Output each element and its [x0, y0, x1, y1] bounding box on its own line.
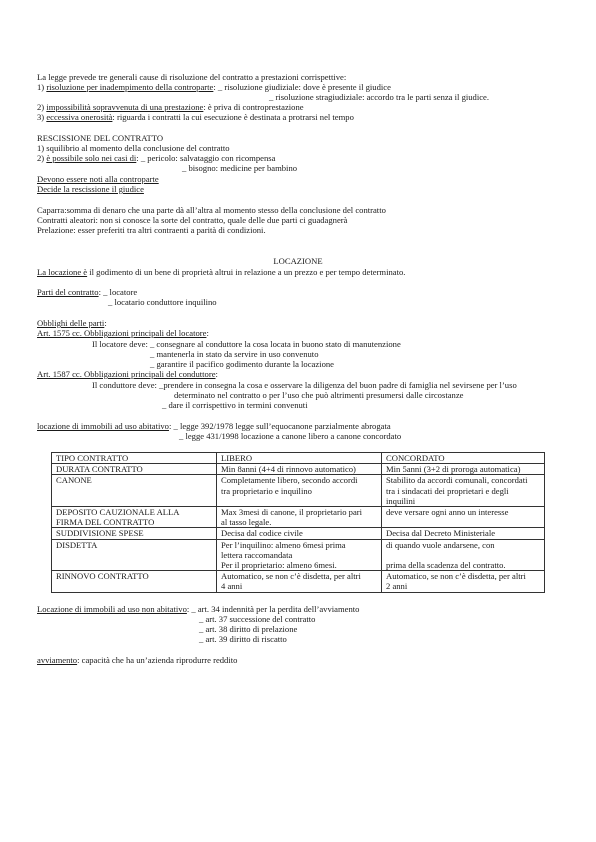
table-cell: Min 8anni (4+4 di rinnovo automatico)	[217, 464, 382, 475]
parti-continuation: _ locatario conduttore inquilino	[108, 297, 217, 307]
table-cell: SUDDIVISIONE SPESE	[52, 528, 217, 539]
colon: :	[206, 328, 209, 338]
avviamento-definition	[37, 655, 237, 665]
locatore-obbligo-3: _ garantire il pacifico godimento durante la locazione	[150, 359, 334, 369]
art-1587-label: Art. 1587 cc. Obbligazioni principali del conduttore	[37, 369, 216, 379]
non-abitativo-art-39: _ art. 39 diritto di riscatto	[199, 634, 287, 644]
table-cell: Max 3mesi di canone, il proprietario pari al tasso legale.	[217, 507, 382, 528]
locazione-title: LOCAZIONE	[273, 256, 323, 266]
art-1575-label: Art. 1575 cc. Obbligazioni principali del locatore	[37, 328, 207, 338]
rescissione-item-2-continuation: _ bisogno: medicine per bambino	[182, 163, 298, 173]
table-row	[52, 507, 545, 528]
uso-abitativo-label: locazione di immobili ad uso abitativo	[37, 421, 169, 431]
item-title: è possibile solo nei casi di	[46, 153, 137, 163]
locatore-obbligo-1: Il locatore deve: _ consegnare al conduttore la cosa locata in buono stato di manutenzione	[92, 339, 401, 349]
intro-line: La legge prevede tre generali cause di risoluzione del contratto a prestazioni corrispettive:	[37, 72, 347, 82]
intro-item-1	[37, 82, 391, 92]
definition-prelazione: Prelazione: esser preferiti tra altri contraenti a parità di condizioni.	[37, 225, 266, 235]
table-cell: CANONE	[52, 475, 217, 507]
art-1587-heading	[37, 369, 218, 379]
avviamento-term: avviamento	[37, 655, 78, 665]
table-row	[52, 475, 545, 507]
uso-abitativo-heading	[37, 421, 391, 431]
table-cell: DURATA CONTRATTO	[52, 464, 217, 475]
avviamento-text: : capacità che ha un’azienda riprodurre reddito	[77, 655, 238, 665]
item-text: : è priva di controprestazione	[203, 102, 304, 112]
table-cell: Stabilito da accordi comunali, concordati tra i sindacati dei proprietari e degli inquilini	[382, 475, 545, 507]
uso-non-abitativo-label: Locazione di immobili ad uso non abitativo	[37, 604, 187, 614]
uso-abitativo-text: : _ legge 392/1978 legge sull’equocanone parzialmente abrogata	[168, 421, 391, 431]
rescissione-note: Decide la rescissione il giudice	[37, 184, 144, 194]
table-row	[52, 528, 545, 539]
item-text: : _ risoluzione giudiziale: dove è presente il giudice	[213, 82, 391, 92]
table-cell: Automatico, se non c’è disdetta, per altri 2 anni	[382, 571, 545, 592]
table-cell: Min 5anni (3+2 di proroga automatica)	[382, 464, 545, 475]
locazione-comparison-table	[51, 452, 545, 593]
locatore-obbligo-2: _ mantenerla in stato da servire in uso convenuto	[150, 349, 319, 359]
item-number: 2)	[37, 102, 47, 112]
table-cell: DEPOSITO CAUZIONALE ALLA FIRMA DEL CONTRATTO	[52, 507, 217, 528]
table-cell: Per l’inquilino: almeno 6mesi prima lettera raccomandata Per il proprietario: almeno 6mesi.	[217, 539, 382, 571]
table-header-cell: LIBERO	[217, 453, 382, 464]
art-1575-heading	[37, 328, 209, 338]
table-row	[52, 539, 545, 571]
colon: :	[215, 369, 218, 379]
rescissione-item-1: 1) squilibrio al momento della conclusione del contratto	[37, 143, 230, 153]
item-number: 3)	[37, 112, 47, 122]
table-row	[52, 464, 545, 475]
conduttore-obbligo-1: Il conduttore deve: _prendere in consegna la cosa e osservare la diligenza del buon padre di famiglia nel sevirsene per l’uso	[92, 380, 517, 390]
rescissione-title: RESCISSIONE DEL CONTRATTO	[37, 133, 164, 143]
table-row	[52, 571, 545, 592]
table-cell: Automatico, se non c’è disdetta, per altri 4 anni	[217, 571, 382, 592]
table-cell: Completamente libero, secondo accordi tra proprietario e inquilino	[217, 475, 382, 507]
intro-item-2	[37, 102, 304, 112]
uso-non-abitativo-text: : _ art. 34 indennità per la perdita dell’avviamento	[186, 604, 360, 614]
table-cell: DISDETTA	[52, 539, 217, 571]
intro-item-1-continuation: _ risoluzione stragiudiziale: accordo tra le parti senza il giudice.	[269, 92, 490, 102]
table-cell: di quando vuole andarsene, con prima della scadenza del contratto.	[382, 539, 545, 571]
item-text: : riguarda i contratti la cui esecuzione è destinata a protrarsi nel tempo	[112, 112, 354, 122]
table-cell: deve versare ogni anno un interesse	[382, 507, 545, 528]
item-title: eccessiva onerosità	[46, 112, 113, 122]
item-title: impossibilità sopravvenuta di una prestazione	[46, 102, 204, 112]
definition-text: il godimento di un bene di proprietà altrui in relazione a un prezzo e per tempo determinato.	[87, 267, 406, 277]
non-abitativo-art-37: _ art. 37 successione del contratto	[199, 614, 316, 624]
locazione-definition	[37, 267, 405, 277]
rescissione-item-2	[37, 153, 275, 163]
uso-non-abitativo-heading	[37, 604, 359, 614]
item-text: : _ pericolo: salvataggio con ricompensa	[136, 153, 276, 163]
definition-caparra: Caparra:somma di denaro che una parte dà all’altra al momento stesso della conclusione del contratto	[37, 205, 386, 215]
colon: :	[104, 318, 107, 328]
conduttore-obbligo-2: _ dare il corrispettivo in termini convenuti	[162, 400, 308, 410]
table-cell: Decisa dal Decreto Ministeriale	[382, 528, 545, 539]
table-cell: RINNOVO CONTRATTO	[52, 571, 217, 592]
non-abitativo-art-38: _ art. 38 diritto di prelazione	[199, 624, 298, 634]
definition-contratti-aleatori: Contratti aleatori: non si conosce la sorte del contratto, quale delle due parti ci guadagnerà	[37, 215, 348, 225]
conduttore-obbligo-1-continuation: determinato nel contratto o per l’uso che può altrimenti presumersi dalle circostanze	[174, 390, 464, 400]
item-number: 1)	[37, 82, 47, 92]
definition-term: La locazione è	[37, 267, 88, 277]
rescissione-note: Devono essere noti alla controparte	[37, 174, 159, 184]
item-title: risoluzione per inadempimento della controparte	[46, 82, 214, 92]
table-header-row	[52, 453, 545, 464]
parti-text: : _ locatore	[98, 287, 138, 297]
table-header-cell: TIPO CONTRATTO	[52, 453, 217, 464]
obblighi-label: Obblighi delle parti	[37, 318, 105, 328]
parti-contratto	[37, 287, 137, 297]
table-cell: Decisa dal codice civile	[217, 528, 382, 539]
uso-abitativo-continuation: _ legge 431/1998 locazione a canone libero a canone concordato	[179, 431, 402, 441]
item-number: 2)	[37, 153, 47, 163]
table-header-cell: CONCORDATO	[382, 453, 545, 464]
intro-item-3	[37, 112, 354, 122]
obblighi-heading	[37, 318, 107, 328]
parti-label: Parti del contratto	[37, 287, 99, 297]
